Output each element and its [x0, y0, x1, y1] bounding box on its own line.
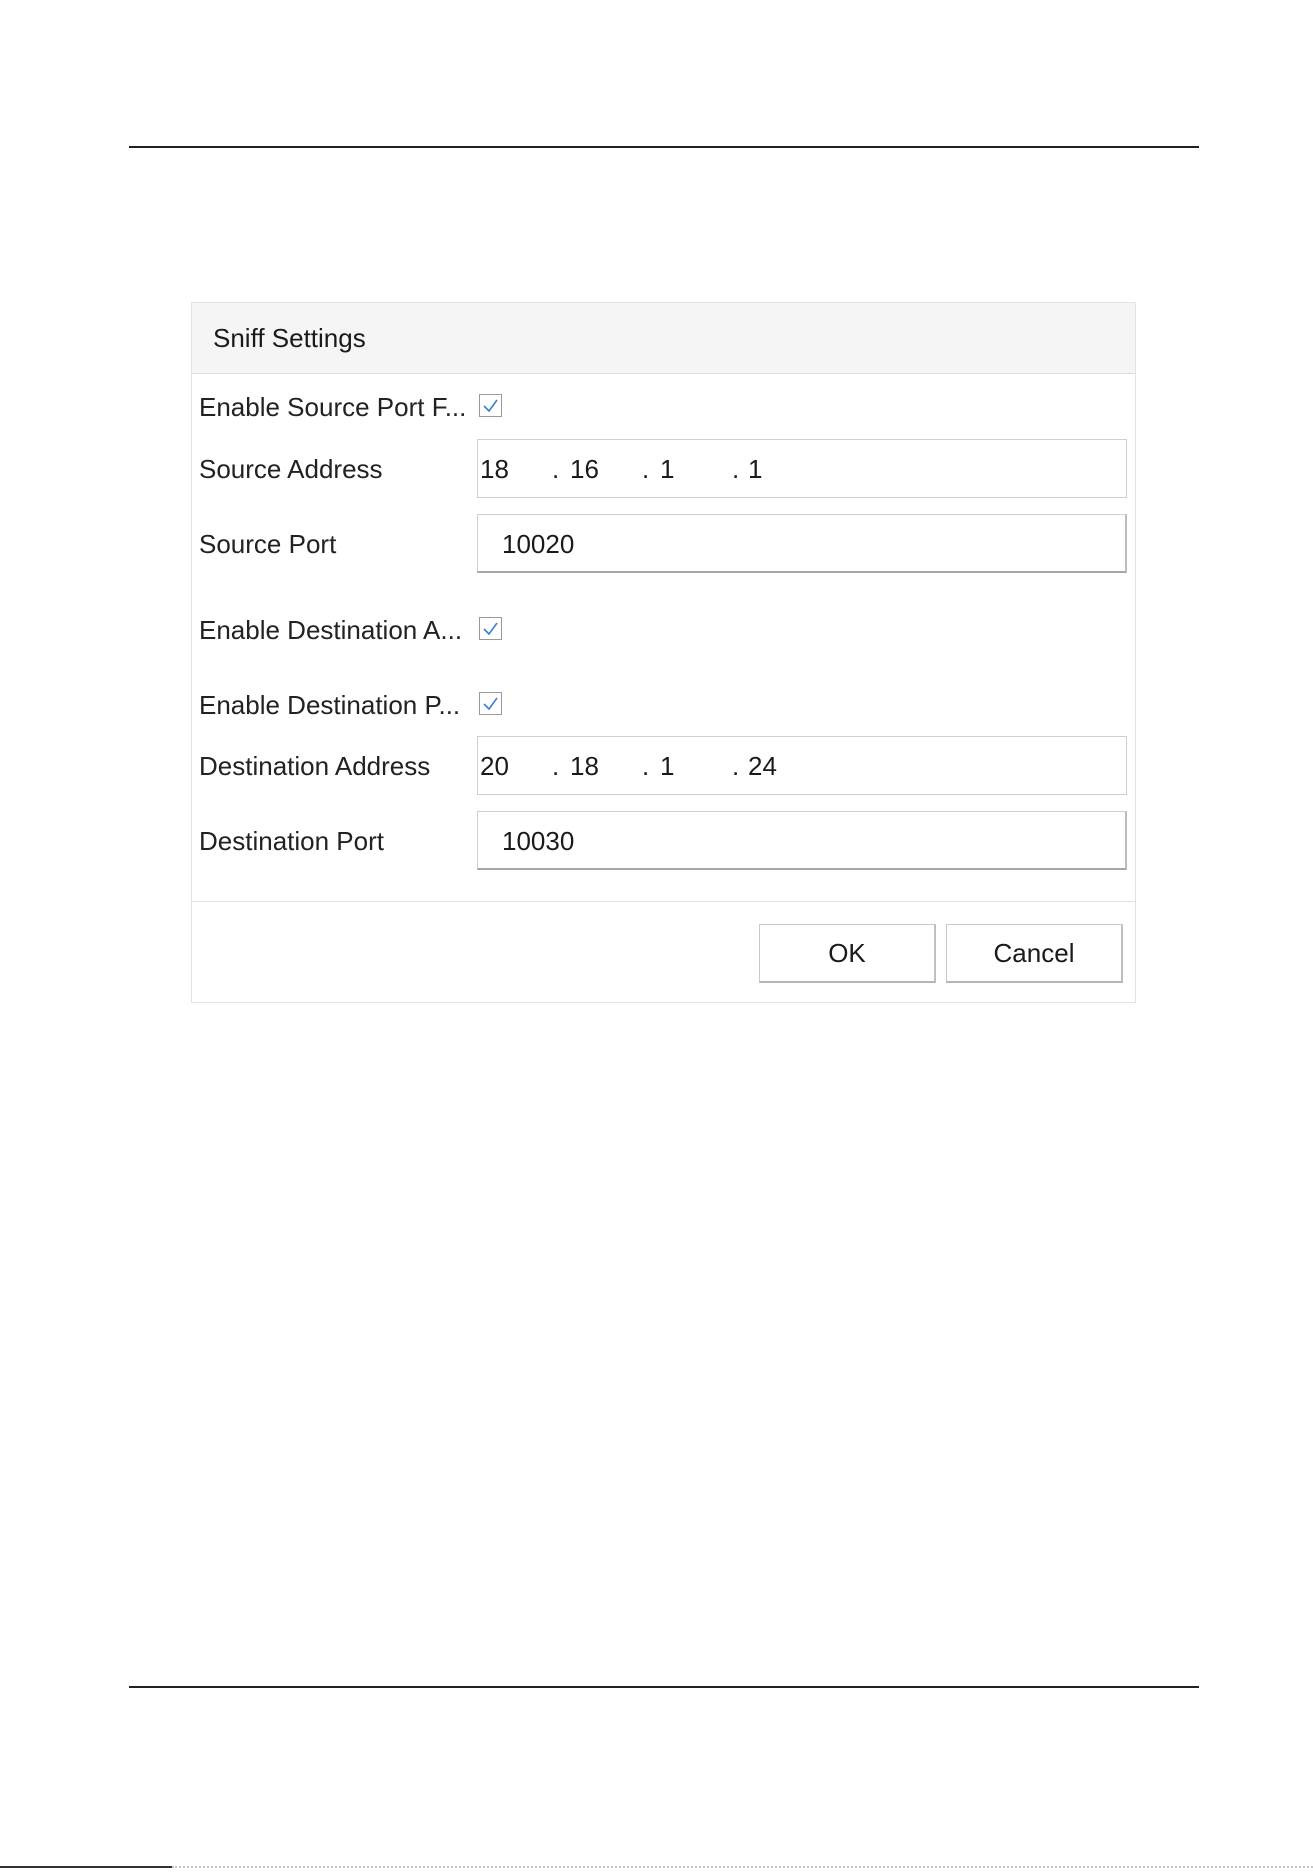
source-address-label: Source Address: [199, 454, 383, 484]
destination-address-dot-2: .: [642, 751, 650, 781]
destination-address-dot-3: .: [732, 751, 740, 781]
row-source-port: [192, 513, 1135, 573]
destination-address-octet-2[interactable]: 18: [570, 751, 599, 781]
dialog-title: Sniff Settings: [213, 323, 366, 353]
source-address-octet-3[interactable]: 1: [660, 454, 675, 484]
row-enable-destination-port: [192, 674, 1135, 734]
destination-port-input[interactable]: [477, 811, 1127, 870]
source-port-input[interactable]: [477, 514, 1127, 573]
source-port-label: Source Port: [199, 529, 337, 559]
source-address-dot-2: .: [642, 454, 650, 484]
source-address-dot-1: .: [552, 454, 560, 484]
cancel-button[interactable]: Cancel: [946, 924, 1123, 983]
row-enable-source-port: [192, 376, 1135, 436]
dialog-header: [192, 303, 1135, 374]
source-address-dot-3: .: [732, 454, 740, 484]
page-edge-dotted-line: [172, 1866, 1313, 1868]
ok-button[interactable]: OK: [759, 924, 936, 983]
page-top-rule: [129, 146, 1199, 148]
destination-address-input[interactable]: [477, 736, 1127, 795]
check-icon: [482, 695, 499, 712]
dialog-footer-divider: [192, 901, 1135, 902]
destination-address-octet-4[interactable]: 24: [748, 751, 777, 781]
row-source-address: [192, 438, 1135, 498]
enable-source-port-label: Enable Source Port F...: [199, 392, 467, 422]
destination-port-label: Destination Port: [199, 826, 384, 856]
enable-destination-port-label: Enable Destination P...: [199, 690, 461, 720]
enable-source-port-checkbox[interactable]: [479, 394, 502, 417]
destination-address-dot-1: .: [552, 751, 560, 781]
destination-address-octet-3[interactable]: 1: [660, 751, 675, 781]
enable-destination-port-checkbox[interactable]: [479, 692, 502, 715]
page-bottom-rule: [129, 1686, 1199, 1688]
enable-destination-address-checkbox[interactable]: [479, 617, 502, 640]
source-address-octet-4[interactable]: 1: [748, 454, 763, 484]
source-address-octet-1[interactable]: 18: [480, 454, 509, 484]
check-icon: [482, 397, 499, 414]
row-destination-address: [192, 735, 1135, 795]
sniff-settings-dialog: [191, 302, 1136, 1003]
destination-port-value: 10030: [502, 826, 575, 856]
page-edge-line: [0, 1866, 172, 1868]
row-destination-port: [192, 810, 1135, 870]
source-port-value: 10020: [502, 529, 575, 559]
destination-address-label: Destination Address: [199, 751, 431, 781]
source-address-octet-2[interactable]: 16: [570, 454, 599, 484]
row-enable-destination-address: [192, 599, 1135, 659]
check-icon: [482, 620, 499, 637]
enable-destination-address-label: Enable Destination A...: [199, 615, 463, 645]
source-address-input[interactable]: [477, 439, 1127, 498]
destination-address-octet-1[interactable]: 20: [480, 751, 509, 781]
